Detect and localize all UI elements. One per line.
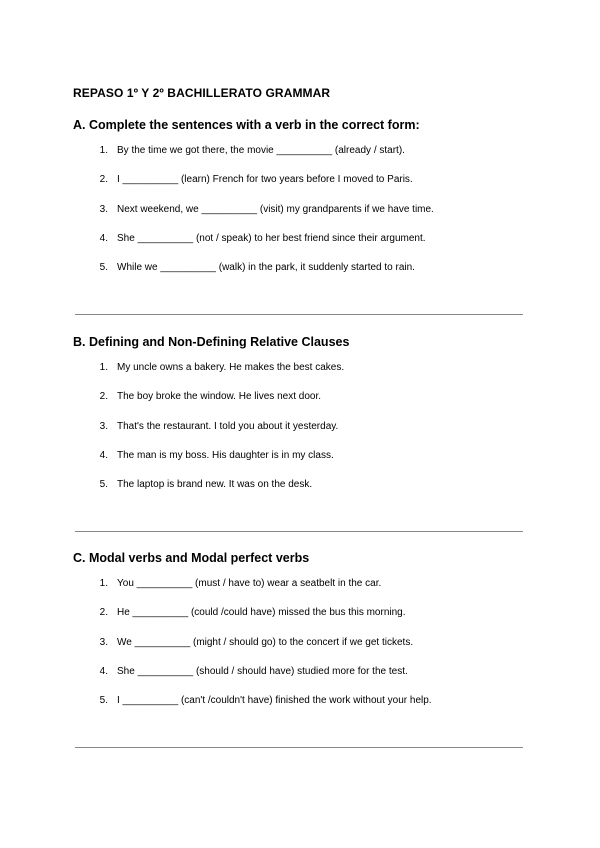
item-number: 1. <box>99 145 108 156</box>
item-number: 3. <box>99 203 108 215</box>
section-b-heading: B. Defining and Non-Defining Relative Clauses <box>73 335 350 349</box>
item-number: 1. <box>99 362 108 373</box>
list-item <box>73 637 528 649</box>
section-c-heading: C. Modal verbs and Modal perfect verbs <box>73 551 310 565</box>
item-text: While we __________ (walk) in the park, it suddenly started to rain. <box>117 262 415 274</box>
item-number: 3. <box>99 420 108 432</box>
item-text: He __________ (could /could have) missed the bus this morning. <box>117 607 406 619</box>
item-number: 3. <box>99 636 108 648</box>
page-title: REPASO 1º Y 2º BACHILLERATO GRAMMAR <box>73 86 331 100</box>
item-number: 4. <box>99 449 108 461</box>
list-item <box>73 204 528 216</box>
list-item <box>73 578 528 590</box>
list-item <box>73 421 528 433</box>
section-c <box>73 551 528 724</box>
item-text: You __________ (must / have to) wear a seatbelt in the car. <box>117 578 382 589</box>
item-text: The boy broke the window. He lives next door. <box>117 391 322 403</box>
section-a-list <box>73 145 528 274</box>
item-text: My uncle owns a bakery. He makes the best cakes. <box>117 362 345 373</box>
list-item <box>73 174 528 186</box>
item-number: 1. <box>99 578 108 589</box>
divider <box>75 314 523 315</box>
item-number: 5. <box>99 479 108 491</box>
divider <box>75 747 523 748</box>
list-item <box>73 362 528 374</box>
item-text: She __________ (should / should have) studied more for the test. <box>117 665 408 677</box>
item-text: That's the restaurant. I told you about it yesterday. <box>117 420 339 432</box>
item-number: 5. <box>99 695 108 707</box>
item-number: 4. <box>99 665 108 677</box>
item-text: The man is my boss. His daughter is in my class. <box>117 449 334 461</box>
section-b <box>73 335 528 508</box>
list-item <box>73 479 528 491</box>
item-number: 2. <box>99 174 108 186</box>
list-item <box>73 666 528 678</box>
item-number: 5. <box>99 262 108 274</box>
item-text: I __________ (can't /couldn't have) finished the work without your help. <box>117 695 432 707</box>
item-text: Next weekend, we __________ (visit) my grandparents if we have time. <box>117 203 434 215</box>
list-item <box>73 233 528 245</box>
list-item <box>73 391 528 403</box>
section-a-heading: A. Complete the sentences with a verb in the correct form: <box>73 118 420 132</box>
divider <box>75 531 523 532</box>
item-text: We __________ (might / should go) to the concert if we get tickets. <box>117 636 414 648</box>
item-number: 4. <box>99 232 108 244</box>
item-text: By the time we got there, the movie __________ (already / start). <box>117 145 405 156</box>
item-text: She __________ (not / speak) to her best friend since their argument. <box>117 232 426 244</box>
list-item <box>73 145 528 157</box>
list-item <box>73 450 528 462</box>
list-item <box>73 262 528 274</box>
section-c-list <box>73 578 528 707</box>
section-b-list <box>73 362 528 491</box>
item-number: 2. <box>99 391 108 403</box>
item-number: 2. <box>99 607 108 619</box>
section-a <box>73 118 528 291</box>
list-item <box>73 607 528 619</box>
item-text: The laptop is brand new. It was on the desk. <box>117 479 313 491</box>
item-text: I __________ (learn) French for two years before I moved to Paris. <box>117 174 413 186</box>
list-item <box>73 695 528 707</box>
